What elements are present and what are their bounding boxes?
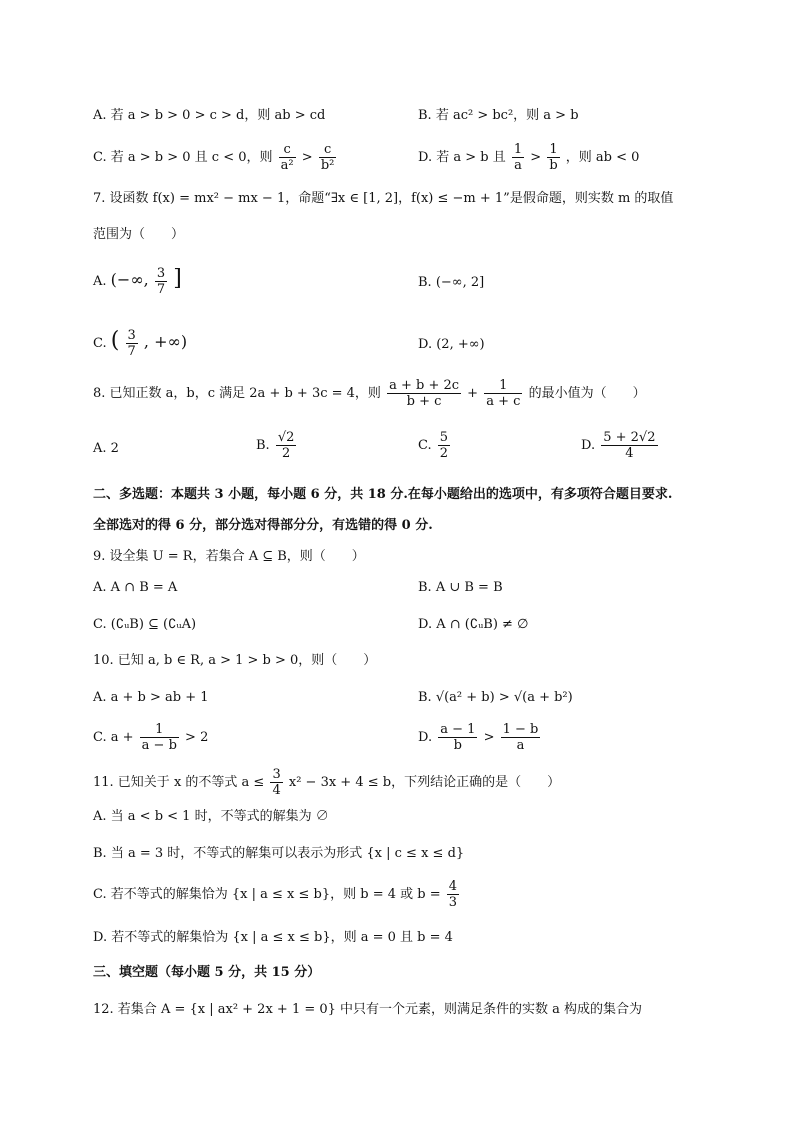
interval-close: , +∞) <box>143 332 188 351</box>
q6-d-text: D. 若 a > b 且 <box>418 150 506 165</box>
fraction <box>601 430 657 461</box>
q7-stem-cont: 范围为（ ） <box>93 227 185 242</box>
fraction <box>484 378 522 409</box>
option-label: A. <box>93 274 107 289</box>
denominator: 4 <box>272 783 281 798</box>
denominator: b² <box>320 158 335 173</box>
q7-option-c <box>93 328 187 359</box>
numerator: 3 <box>156 266 166 281</box>
q6-option-d <box>418 142 639 173</box>
interval-close: ] <box>173 266 182 291</box>
numerator: 1 <box>484 378 522 394</box>
q12-stem: 12. 若集合 A = {x | ax² + 2x + 1 = 0} 中只有一个元素，则满足条件的实数 a 构成的集合为 <box>93 1002 643 1017</box>
fraction <box>276 430 297 461</box>
operator: + <box>467 386 479 401</box>
fraction <box>512 142 524 173</box>
interval-open: ( <box>110 328 120 353</box>
fraction <box>447 879 459 910</box>
q6-d-tail: ，则 ab < 0 <box>565 150 640 165</box>
q8-stem-text: 8. 已知正数 a，b，c 满足 2a + b + 3c = 4，则 <box>93 386 381 401</box>
fraction <box>387 378 461 409</box>
numerator: √2 <box>277 430 295 445</box>
fraction <box>270 767 282 798</box>
q7-stem: 7. 设函数 f(x) = mx² − mx − 1，命题“∃x ∈ [1, 2]，f(x) ≤ −m + 1”是假命题，则实数 m 的取值 <box>93 191 674 206</box>
denominator: a <box>514 158 522 173</box>
q8-stem-tail: 的最小值为（ ） <box>528 386 646 401</box>
q10-option-d <box>418 722 542 753</box>
q6-c-text: C. 若 a > b > 0 且 c < 0，则 <box>93 150 273 165</box>
q11-option-b: B. 当 a = 3 时，不等式的解集可以表示为形式 {x | c ≤ x ≤ d} <box>93 846 465 861</box>
denominator: 3 <box>448 895 458 910</box>
q8-stem <box>93 378 646 409</box>
numerator: 3 <box>127 328 136 343</box>
option-label: C. <box>418 438 432 453</box>
fraction <box>126 328 138 359</box>
section-3-heading: 三、填空题（每小题 5 分，共 15 分） <box>93 965 321 980</box>
q8-option-d <box>581 430 660 461</box>
q11-option-d: D. 若不等式的解集恰为 {x | a ≤ x ≤ b}，则 a = 0 且 b = 4 <box>93 930 453 945</box>
numerator: 1 − b <box>502 722 539 737</box>
q8-option-c <box>418 430 452 461</box>
denominator: b <box>453 738 462 753</box>
q10-option-c <box>93 722 208 753</box>
denominator: a + c <box>486 394 521 409</box>
q10-option-a: A. a + b > ab + 1 <box>93 690 209 705</box>
interval-open: (−∞, <box>110 270 149 289</box>
operator: > <box>483 730 495 745</box>
numerator: c <box>279 142 296 158</box>
q9-option-c: C. (∁ᵤB) ⊆ (∁ᵤA) <box>93 617 197 632</box>
q11-c-text: C. 若不等式的解集恰为 {x | a ≤ x ≤ b}，则 b = 4 或 b = <box>93 887 441 902</box>
option-label: D. <box>581 438 596 453</box>
fraction <box>155 266 167 297</box>
denominator: a − b <box>141 738 177 753</box>
q11-option-a: A. 当 a < b < 1 时，不等式的解集为 ∅ <box>93 809 329 824</box>
q10-c-tail: > 2 <box>185 730 209 745</box>
q9-option-a: A. A ∩ B = A <box>93 580 178 595</box>
q6-option-a: A. 若 a > b > 0 > c > d，则 ab > cd <box>93 108 326 123</box>
fraction <box>438 430 450 461</box>
q11-stem-text: 11. 已知关于 x 的不等式 a ≤ <box>93 775 265 790</box>
option-label: B. <box>256 438 270 453</box>
q7-option-a <box>93 266 182 297</box>
denominator: 2 <box>281 446 291 461</box>
denominator: a² <box>280 158 294 173</box>
q9-stem: 9. 设全集 U = R，若集合 A ⊆ B，则（ ） <box>93 549 365 564</box>
q10-stem: 10. 已知 a, b ∈ R, a > 1 > b > 0，则（ ） <box>93 653 377 668</box>
q6-option-b: B. 若 ac² > bc²，则 a > b <box>418 108 579 123</box>
fraction <box>140 722 179 753</box>
numerator: a − 1 <box>440 722 476 737</box>
section-2-heading: 二、多选题：本题共 3 小题，每小题 6 分，共 18 分.在每小题给出的选项中，有多项符合题目要求. <box>93 487 673 502</box>
denominator: a <box>516 738 525 753</box>
numerator: 4 <box>448 879 458 894</box>
denominator: 2 <box>439 446 449 461</box>
numerator: 3 <box>272 767 281 782</box>
q9-option-b: B. A ∪ B = B <box>418 580 503 595</box>
q11-stem-tail: x² − 3x + 4 ≤ b，下列结论正确的是（ ） <box>288 775 561 790</box>
q8-option-a: A. 2 <box>93 441 119 456</box>
numerator: 1 <box>140 722 179 738</box>
q9-option-d: D. A ∩ (∁ᵤB) ≠ ∅ <box>418 617 529 632</box>
denominator: b + c <box>406 394 442 409</box>
fraction <box>438 722 477 753</box>
q11-option-c <box>93 879 461 910</box>
operator: > <box>301 150 313 165</box>
numerator: 1 <box>547 142 559 158</box>
denominator: 7 <box>156 282 166 297</box>
numerator: a + b + 2c <box>389 378 460 393</box>
q10-option-b: B. √(a² + b) > √(a + b²) <box>418 690 573 705</box>
q10-c-text: C. a + <box>93 730 134 745</box>
denominator: b <box>549 158 558 173</box>
fraction <box>279 142 296 173</box>
denominator: 7 <box>127 344 136 359</box>
numerator: 5 + 2√2 <box>603 430 656 445</box>
fraction <box>319 142 337 173</box>
fraction <box>547 142 559 173</box>
q7-option-d: D. (2, +∞) <box>418 337 485 352</box>
option-label: C. <box>93 336 107 351</box>
option-label: D. <box>418 730 433 745</box>
q8-option-b <box>256 430 298 461</box>
fraction <box>501 722 541 753</box>
denominator: 4 <box>625 446 634 461</box>
numerator: c <box>319 142 337 158</box>
q6-option-c <box>93 142 338 173</box>
numerator: 5 <box>439 430 449 445</box>
section-2-note: 全部选对的得 6 分，部分选对得部分分，有选错的得 0 分. <box>93 518 433 533</box>
operator: > <box>530 150 542 165</box>
q7-option-b: B. (−∞, 2] <box>418 275 485 290</box>
numerator: 1 <box>513 142 523 157</box>
q11-stem <box>93 767 560 798</box>
